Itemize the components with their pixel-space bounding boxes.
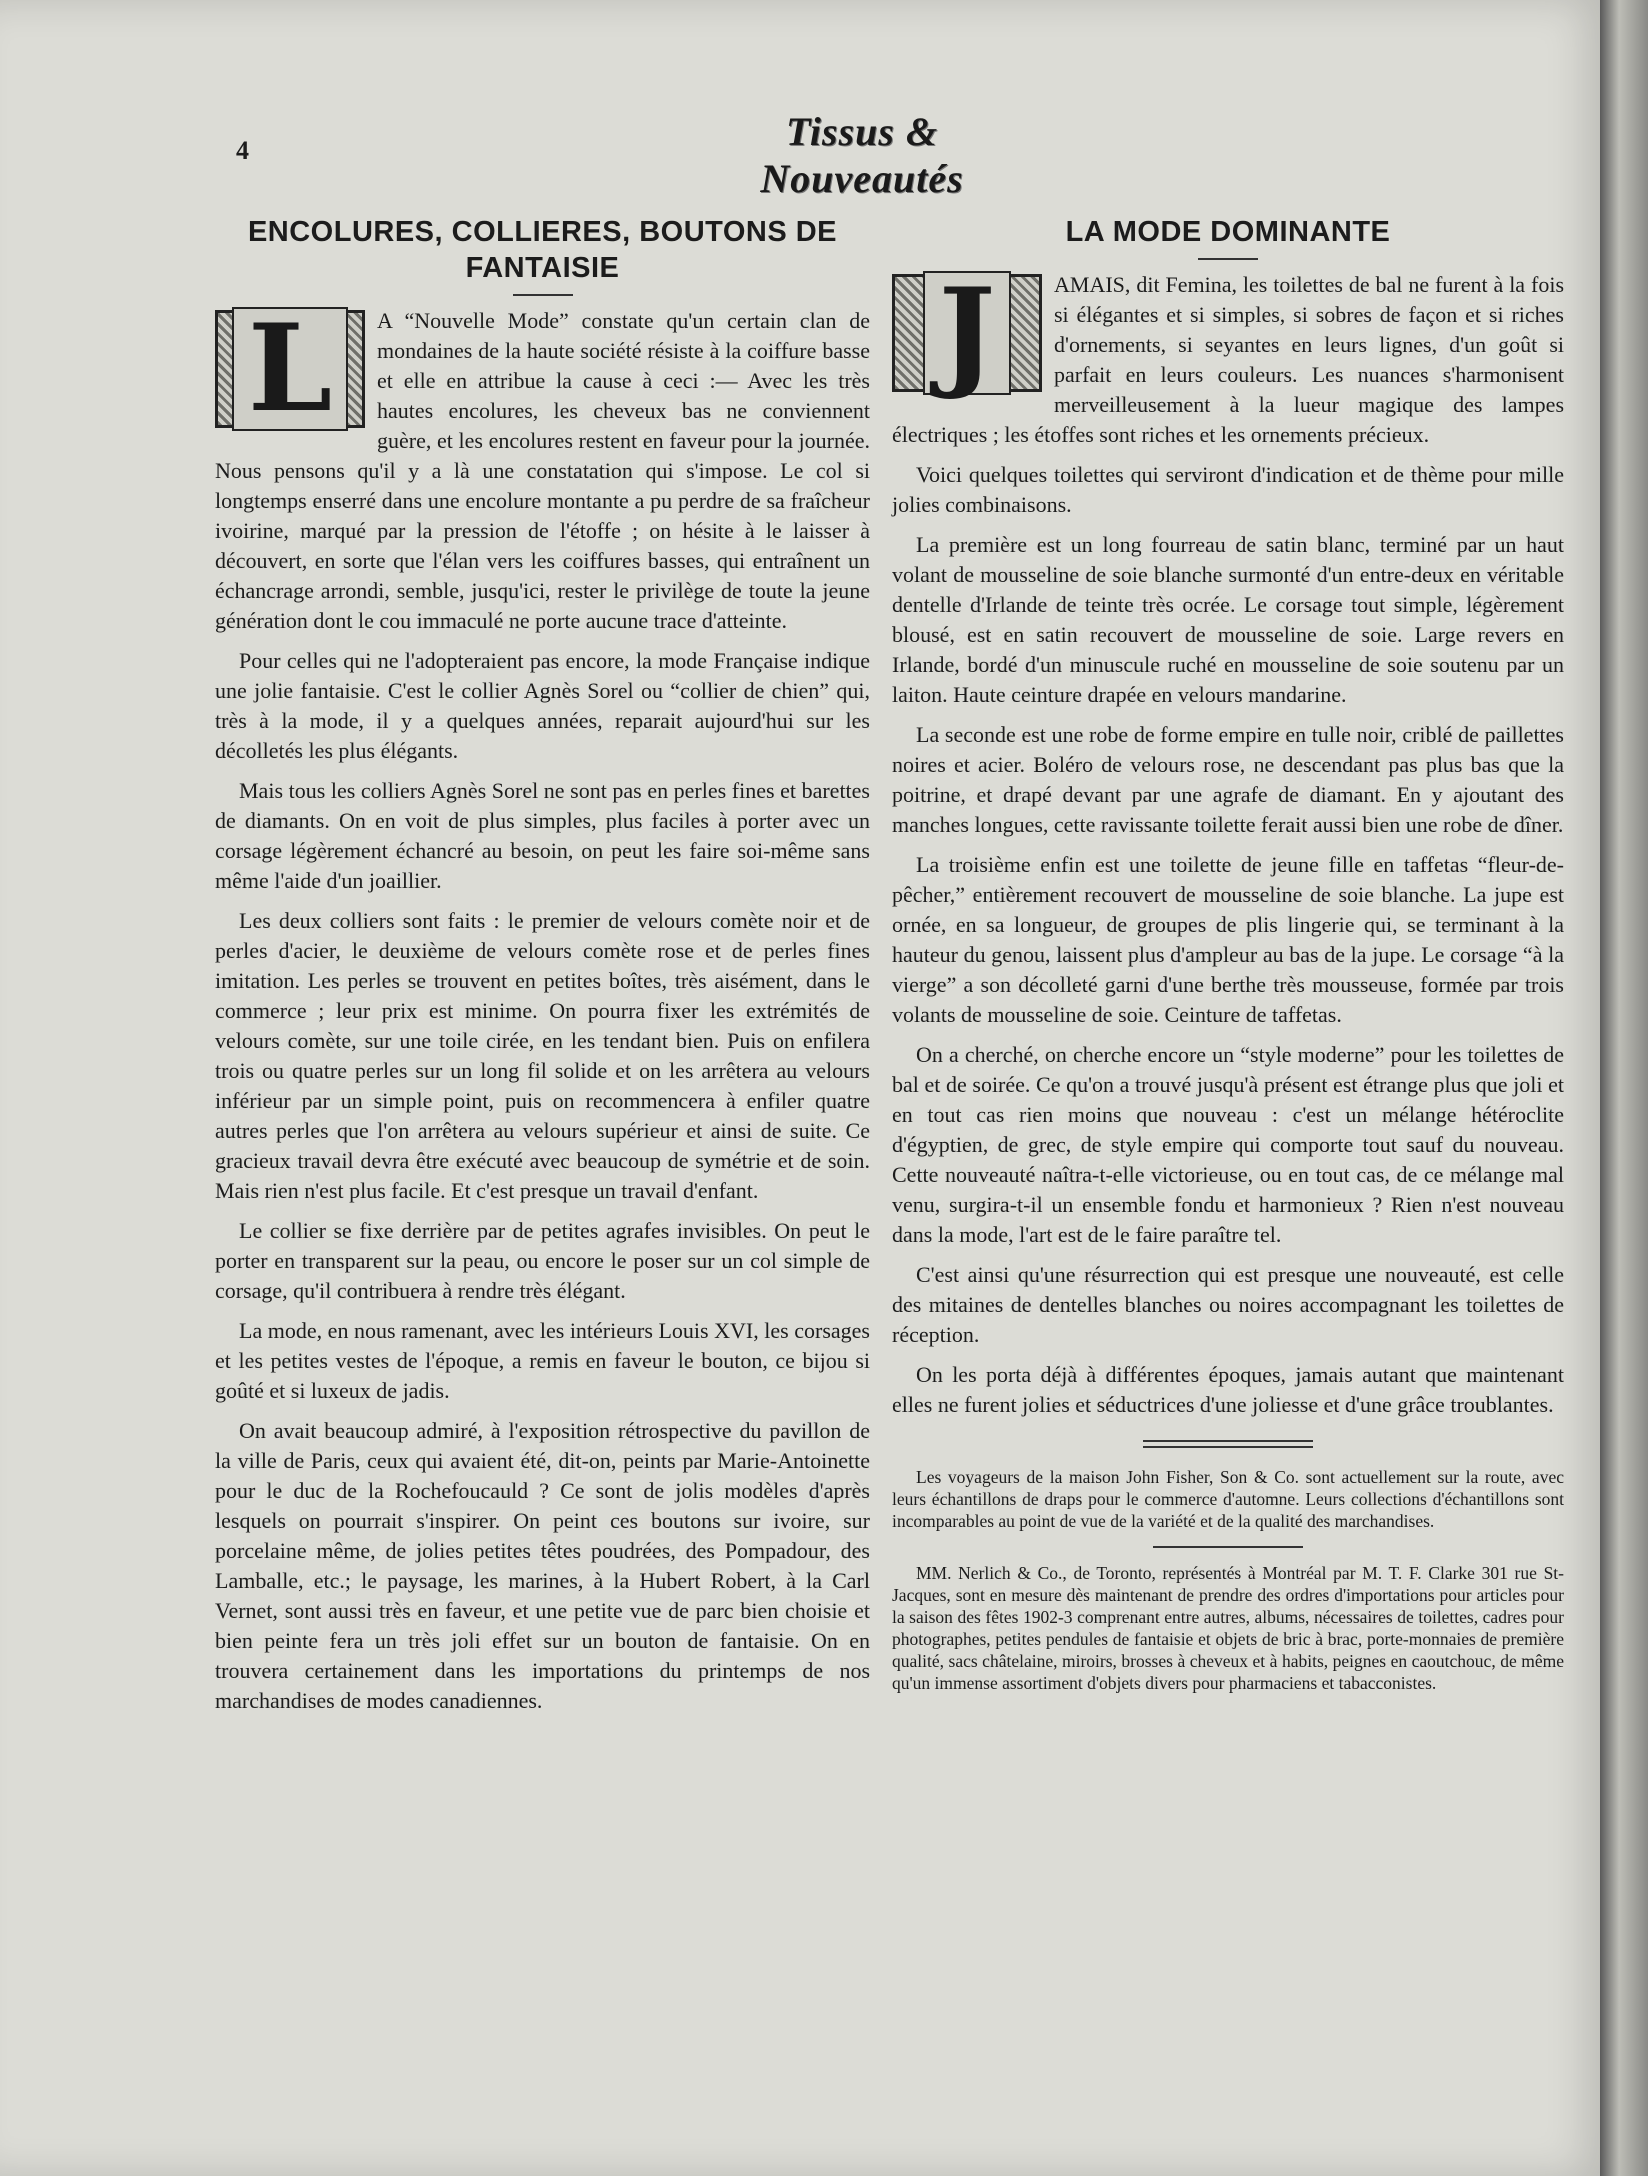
- right-paragraph-2: Voici quelques toilettes qui serviront d'indication et de thème pour mille jolies combinaisons.: [892, 462, 1564, 517]
- right-paragraph-1: AMAIS, dit Femina, les toilettes de bal ne furent à la fois si élégantes et si simples, si sobres de façon et si riches d'ornements, si seyantes en leurs lignes, d'un goût si parfait en leurs couleurs. Les nuances s'harmonisent merveilleusement à la lueur magique des lampes électriques ; les étoffes sont riches et les ornements précieux.: [892, 272, 1564, 447]
- page-number: 4: [236, 136, 249, 165]
- left-column: [215, 214, 870, 1726]
- dropcap-j-ornament: [892, 262, 1042, 403]
- masthead-title: Tissus & Nouveautés: [760, 109, 964, 201]
- left-paragraph-2: Pour celles qui ne l'adopteraient pas encore, la mode Française indique une jolie fantaisie. C'est le collier Agnès Sorel ou “collier de chien” qui, très à la mode, il y a quelques années, reparait aujourd'hui sur les décolletés les plus élégants.: [215, 648, 870, 763]
- left-paragraph-5: Le collier se fixe derrière par de petites agrafes invisibles. On peut le porter en transparent sur la peau, ou encore le poser sur un col simple de corsage, qu'il contribuera à rendre très élégant.: [215, 1218, 870, 1303]
- section-divider: [1143, 1440, 1313, 1448]
- dropcap-letter: L: [232, 307, 348, 431]
- right-paragraph-4: La seconde est une robe de forme empire en tulle noir, criblé de paillettes noires et acier. Boléro de velours rose, ne descendant pas plus bas que la poitrine, et drapé devant par une agrafe de diamant. En y ajoutant des manches longues, cette ravissante toilette ferait aussi bien une robe de dîner.: [892, 722, 1564, 837]
- left-article-title: ENCOLURES, COLLIERES, BOUTONS DE FANTAISIE: [247, 216, 838, 284]
- right-paragraph-7: C'est ainsi qu'une résurrection qui est presque une nouveauté, est celle des mitaines de dentelles blanches ou noires accompagnant les toilettes de réception.: [892, 1262, 1564, 1347]
- dropcap-l-ornament: [215, 298, 365, 439]
- left-paragraph-7: On avait beaucoup admiré, à l'exposition rétrospective du pavillon de la ville de Paris, ceux qui avaient été, dit-on, peints par Marie-Antoinette pour le duc de la Rochefoucauld ? Ce sont de jolis modèles d'après lesquels on pourrait s'inspirer. On peint ces boutons sur ivoire, sur porcelaine même, de jolies petites têtes poudrées, des Pompadour, des Lamballe, etc.; le paysage, les marines, à la Hubert Robert, à la Carl Vernet, sont aussi très en faveur, et une petite vue de parc bien choisie et bien peinte fera un très joli effet sur un bouton de fantaisie. On en trouvera certainement dans les importations du printemps de nos marchandises de modes canadiennes.: [215, 1418, 870, 1713]
- right-article-title: LA MODE DOMINANTE: [1065, 216, 1391, 248]
- right-column: [892, 214, 1564, 1700]
- title-rule: [1198, 258, 1258, 260]
- left-paragraph-4: Les deux colliers sont faits : le premier de velours comète noir et de perles d'acier, le deuxième de velours comète rose et de perles fines imitation. Les perles se trouvent en petites boîtes, très aisément, dans le commerce ; leur prix est minime. On pourra fixer les extrémités de velours comète, sur une toile cirée, en les tendant bien. Puis on enfilera trois ou quatre perles sur un long fil solide et on les arrêtera au velours inférieur par un simple point, puis on recommencera à enfiler quatre autres perles que l'on arrêtera au velours supérieur et ainsi de suite. Ce gracieux travail devra être exécuté avec beaucoup de symétrie et de soin. Mais rien n'est plus facile. Et c'est presque un travail d'enfant.: [215, 908, 870, 1203]
- masthead-logo: [712, 108, 1012, 201]
- title-rule: [513, 294, 573, 296]
- news-note-2: MM. Nerlich & Co., de Toronto, représentés à Montréal par M. T. F. Clarke 301 rue St-Jacques, sont en mesure dès maintenant de prendre des ordres d'importations pour articles pour la saison des fêtes 1902-3 comprenant entre autres, albums, nécessaires de toilettes, cadres pour photographes, petites pendules de fantaisie et objets de bric à brac, porte-monnaies de première qualité, sacs châtelaine, miroirs, brosses à cheveux et à habits, peignes en caoutchouc, de même qu'un immense assortiment d'objets divers pour pharmaciens et tabacconistes.: [892, 1563, 1564, 1693]
- left-paragraph-1: A “Nouvelle Mode” constate qu'un certain clan de mondaines de la haute société résiste à la coiffure basse et elle en attribue la cause à ceci :— Avec les très hautes encolures, les cheveux bas ne conviennent guère, et les encolures restent en faveur pour la journée. Nous pensons qu'il y a là une constatation qui s'impose. Le col si longtemps enserré dans une encolure montante a pu perdre de sa fraîcheur ivoirine, marqué par la pression de l'étoffe ; on hésite à le laisser à découvert, en sorte que l'élan vers les coiffures basses, qui entraînent un échancrage arrondi, semble, jusqu'ici, rester le privilège de toute la jeune génération dont le cou immaculé ne porte aucune trace d'atteinte.: [215, 308, 870, 633]
- note-divider: [1153, 1546, 1303, 1548]
- right-paragraph-8: On les porta déjà à différentes époques, jamais autant que maintenant elles ne furent jolies et séductrices d'une joliesse et d'une grâce troublantes.: [892, 1362, 1564, 1417]
- right-paragraph-6: On a cherché, on cherche encore un “style moderne” pour les toilettes de bal et de soirée. Ce qu'on a trouvé jusqu'à présent est étrange plus que joli et en tout cas rien moins que nouveau : c'est un mélange hétéroclite d'égyptien, de grec, de style empire qui comporte tout sauf du nouveau. Cette nouveauté naîtra-t-elle victorieuse, ou en tout cas, de ce mélange mal venu, surgira-t-il un ensemble fondu et harmonieux ? Rien n'est nouveau dans la mode, l'art est de le faire paraître tel.: [892, 1042, 1564, 1247]
- news-note-1: Les voyageurs de la maison John Fisher, Son & Co. sont actuellement sur la route, avec leurs échantillons de draps pour le commerce d'automne. Leurs collections d'échantillons sont incomparables au point de vue de la variété et de la qualité des marchandises.: [892, 1467, 1564, 1531]
- left-paragraph-3: Mais tous les colliers Agnès Sorel ne sont pas en perles fines et barettes de diamants. On en voit de plus simples, plus faciles à porter avec un corsage légèrement échancré au besoin, on peut les faire soi-même sans même l'aide d'un joaillier.: [215, 778, 870, 893]
- left-paragraph-6: La mode, en nous ramenant, avec les intérieurs Louis XVI, les corsages et les petites vestes de l'époque, a remis en faveur le bouton, ce bijou si goûté et si luxeux de jadis.: [215, 1318, 870, 1403]
- right-paragraph-3: La première est un long fourreau de satin blanc, terminé par un haut volant de mousseline de soie blanche surmonté d'un entre-deux en véritable dentelle d'Irlande de teinte très ocrée. Le corsage tout simple, légèrement blousé, est en satin recouvert de mousseline de soie. Large revers en Irlande, bordé d'un minuscule ruché en mousseline de soie soutenu par un laiton. Haute ceinture drapée en velours mandarine.: [892, 532, 1564, 707]
- book-spine: [1600, 0, 1648, 2176]
- dropcap-letter: J: [923, 271, 1012, 395]
- right-paragraph-5: La troisième enfin est une toilette de jeune fille en taffetas “fleur-de-pêcher,” entièrement recouvert de mousseline de soie blanche. La jupe est ornée, en sa longueur, de groupes de plis lingerie qui, se terminant à la hauteur du genou, laissent plus d'ampleur au bas de la jupe. Le corsage “à la vierge” a son décolleté garni d'une berthe très mousseuse, formée par trois volants de mousseline de soie. Ceinture de taffetas.: [892, 852, 1564, 1027]
